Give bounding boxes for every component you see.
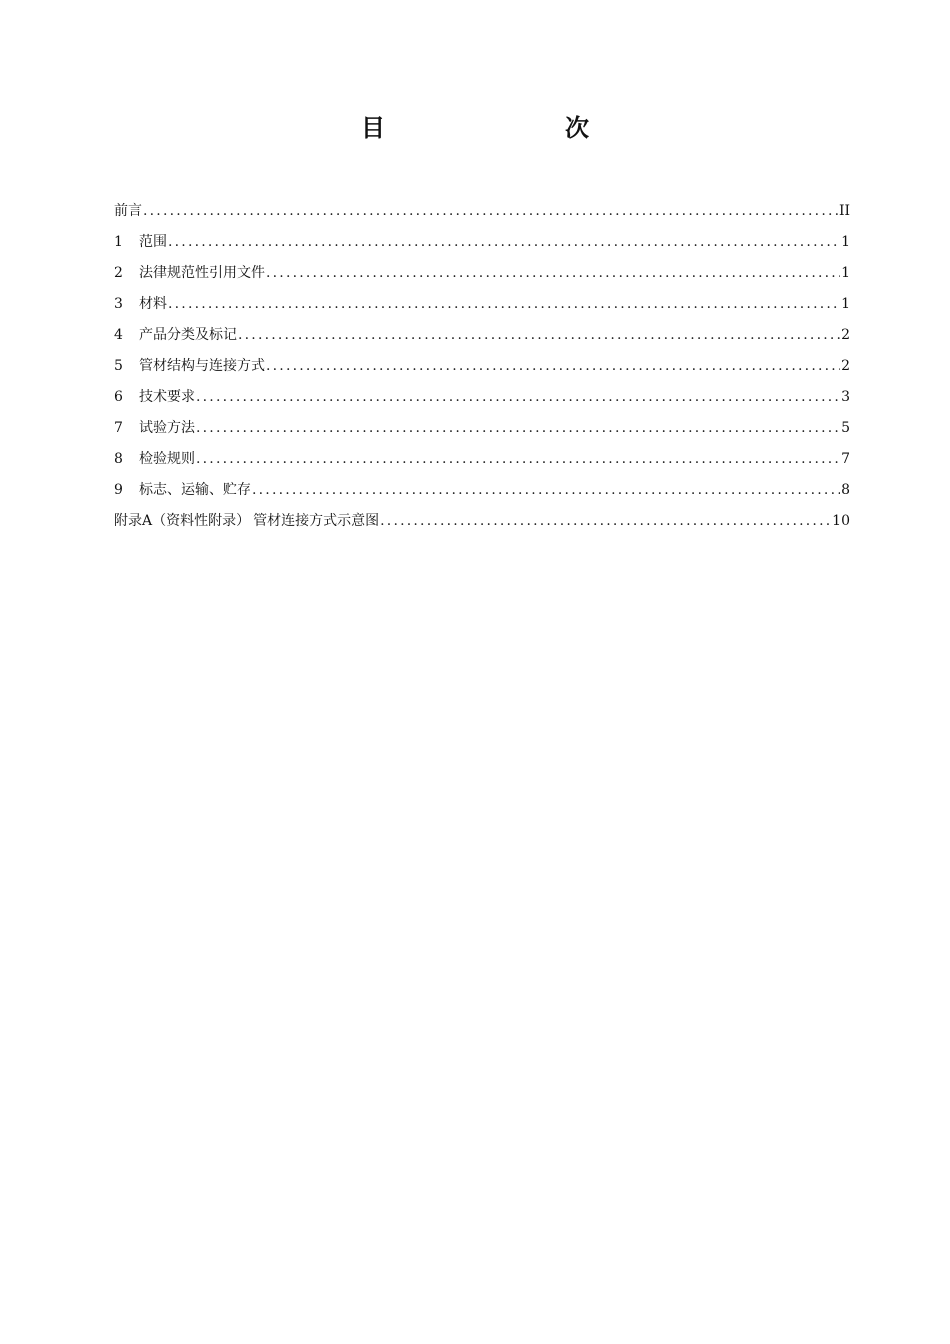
toc-page-number: 3 — [841, 389, 850, 405]
toc-dot-leader — [252, 475, 840, 506]
toc-dot-leader — [266, 351, 840, 382]
toc-dot-leader — [196, 382, 840, 413]
toc-entry-classification[interactable] — [114, 320, 850, 351]
toc-entry-structure[interactable] — [114, 351, 850, 382]
toc-entry-text: 产品分类及标记 — [139, 327, 237, 343]
toc-page-number: 5 — [841, 420, 850, 436]
toc-entry-number: 6 — [114, 389, 123, 405]
toc-entry-materials[interactable] — [114, 289, 850, 320]
toc-dot-leader — [143, 196, 838, 227]
toc-page-number: 1 — [841, 296, 850, 312]
toc-entry-text: 管材连接方式示意图 — [253, 513, 380, 529]
toc-dot-leader — [238, 320, 840, 351]
toc-entry-marking-transport-storage[interactable] — [114, 475, 850, 506]
toc-dot-leader — [168, 227, 840, 258]
toc-page-number: 1 — [841, 265, 850, 281]
toc-page-number: 8 — [841, 482, 850, 498]
toc-page-number: 1 — [841, 234, 850, 250]
toc-entry-requirements[interactable] — [114, 382, 850, 413]
toc-entry-preface[interactable] — [114, 196, 850, 227]
toc-page-number: 10 — [832, 513, 850, 529]
toc-entry-appendix-a[interactable] — [114, 506, 850, 537]
toc-entry-number: 9 — [114, 482, 123, 498]
toc-dot-leader — [168, 289, 840, 320]
toc-dot-leader — [266, 258, 840, 289]
toc-entry-number: 1 — [114, 234, 123, 250]
toc-page-number: 2 — [841, 327, 850, 343]
toc-entry-text: 检验规则 — [139, 451, 195, 467]
toc-entry-text: 前言 — [114, 203, 142, 219]
toc-entry-text: 标志、运输、贮存 — [139, 482, 251, 498]
toc-entry-text: 技术要求 — [139, 389, 195, 405]
toc-list — [114, 196, 850, 537]
toc-entry-number: 2 — [114, 265, 123, 281]
toc-entry-test-methods[interactable] — [114, 413, 850, 444]
toc-entry-normative-references[interactable] — [114, 258, 850, 289]
toc-entry-number: 4 — [114, 327, 123, 343]
toc-title: 目 次 — [361, 114, 633, 142]
toc-entry-text: 管材结构与连接方式 — [139, 358, 265, 374]
toc-entry-inspection-rules[interactable] — [114, 444, 850, 475]
toc-entry-number: 3 — [114, 296, 123, 312]
toc-page-number: 7 — [841, 451, 850, 467]
toc-page-number: 2 — [841, 358, 850, 374]
toc-entry-number: 7 — [114, 420, 123, 436]
toc-dot-leader — [196, 444, 840, 475]
toc-entry-text: 材料 — [139, 296, 167, 312]
toc-dot-leader — [196, 413, 840, 444]
toc-page-number: II — [838, 203, 850, 219]
toc-entry-number: 5 — [114, 358, 123, 374]
toc-appendix-label: 附录A（资料性附录） — [114, 513, 251, 529]
toc-entry-text: 试验方法 — [139, 420, 195, 436]
toc-dot-leader — [380, 506, 831, 537]
toc-entry-text: 法律规范性引用文件 — [139, 265, 265, 281]
toc-entry-scope[interactable] — [114, 227, 850, 258]
toc-entry-text: 范围 — [139, 234, 167, 250]
toc-entry-number: 8 — [114, 451, 123, 467]
